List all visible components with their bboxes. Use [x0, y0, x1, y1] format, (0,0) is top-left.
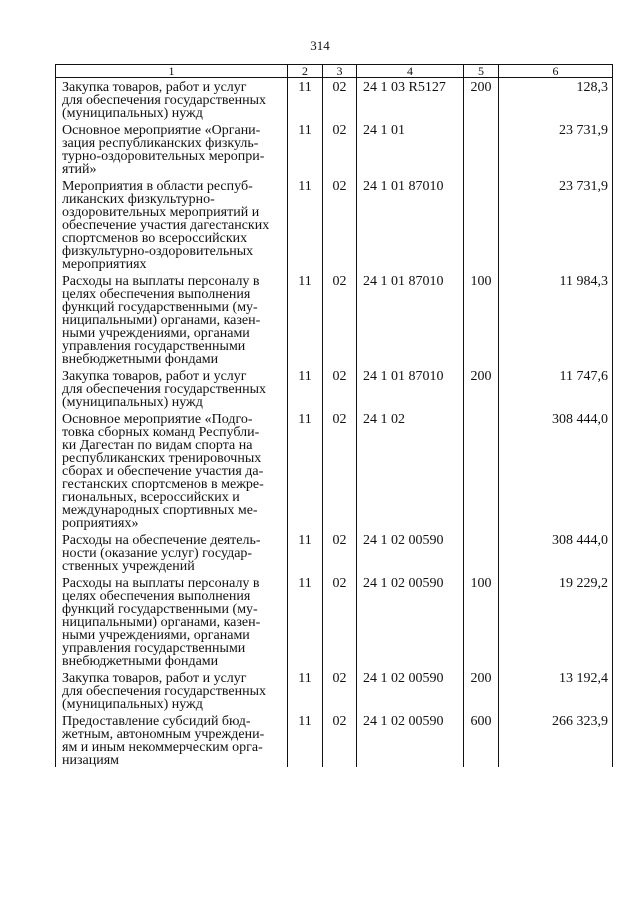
- row-amount: 308 444,0: [499, 530, 613, 573]
- row-name-line: гиональных, всероссийских и: [62, 490, 240, 505]
- row-name-line: Предоставление субсидий бюд-: [62, 714, 251, 729]
- row-section-code: 11: [288, 271, 323, 366]
- row-name-line: ки Дагестан по видам спорта на: [62, 438, 253, 453]
- row-name-line: Закупка товаров, работ и услуг: [62, 671, 247, 686]
- table-row: [56, 573, 613, 668]
- row-name: [56, 668, 288, 711]
- row-section-code: 11: [288, 668, 323, 711]
- budget-table: [55, 64, 613, 767]
- row-subsection-code: 02: [323, 711, 357, 767]
- row-name: [56, 176, 288, 271]
- row-name-line: Расходы на обеспечение деятель-: [62, 533, 261, 548]
- row-subsection-code: 02: [323, 78, 357, 121]
- row-name-line: ниципальными) органами, казен-: [62, 313, 261, 328]
- row-target-article: 24 1 02 00590: [357, 573, 464, 668]
- row-amount: 128,3: [499, 78, 613, 121]
- row-name-line: ными учреждениями, органами: [62, 326, 250, 341]
- header-row: [56, 65, 613, 78]
- row-amount: 13 192,4: [499, 668, 613, 711]
- table-row: [56, 120, 613, 176]
- row-expense-type: 200: [464, 78, 499, 121]
- table-row: [56, 530, 613, 573]
- row-name-line: (муниципальных) нужд: [62, 395, 203, 410]
- row-name-line: обеспечение участия дагестанских: [62, 218, 270, 233]
- row-expense-type: [464, 176, 499, 271]
- page-number: 314: [310, 38, 330, 53]
- row-target-article: 24 1 01 87010: [357, 271, 464, 366]
- row-name-line: внебюджетными фондами: [62, 352, 219, 367]
- row-subsection-code: 02: [323, 530, 357, 573]
- row-name-line: для обеспечения государственных: [62, 382, 266, 397]
- row-name-line: целях обеспечения выполнения: [62, 287, 251, 302]
- row-name-line: Основное мероприятие «Подго-: [62, 412, 253, 427]
- row-name-line: ности (оказание услуг) государ-: [62, 546, 253, 561]
- row-section-code: 11: [288, 78, 323, 121]
- row-section-code: 11: [288, 366, 323, 409]
- row-name-line: международных спортивных ме-: [62, 503, 258, 518]
- row-name-line: зация республиканских физкуль-: [62, 136, 259, 151]
- row-name-line: Закупка товаров, работ и услуг: [62, 80, 247, 95]
- row-expense-type: 100: [464, 573, 499, 668]
- row-expense-type: [464, 120, 499, 176]
- row-amount: 308 444,0: [499, 409, 613, 530]
- row-subsection-code: 02: [323, 668, 357, 711]
- row-section-code: 11: [288, 530, 323, 573]
- column-header: 4: [357, 65, 464, 78]
- row-name-line: ликанских физкультурно-: [62, 192, 215, 207]
- row-amount: 19 229,2: [499, 573, 613, 668]
- row-target-article: 24 1 02 00590: [357, 668, 464, 711]
- row-amount: 23 731,9: [499, 176, 613, 271]
- row-expense-type: 600: [464, 711, 499, 767]
- row-target-article: 24 1 01 87010: [357, 366, 464, 409]
- row-name: [56, 711, 288, 767]
- row-name: [56, 530, 288, 573]
- row-expense-type: 100: [464, 271, 499, 366]
- table-row: [56, 668, 613, 711]
- row-expense-type: 200: [464, 366, 499, 409]
- table-row: [56, 78, 613, 121]
- row-target-article: 24 1 01: [357, 120, 464, 176]
- row-subsection-code: 02: [323, 409, 357, 530]
- row-name-line: управления государственными: [62, 641, 246, 656]
- table-header: [56, 65, 613, 78]
- row-amount: 11 984,3: [499, 271, 613, 366]
- row-expense-type: [464, 530, 499, 573]
- table-row: [56, 711, 613, 767]
- row-name-line: физкультурно-оздоровительных: [62, 244, 254, 259]
- row-amount: 266 323,9: [499, 711, 613, 767]
- row-subsection-code: 02: [323, 573, 357, 668]
- row-subsection-code: 02: [323, 176, 357, 271]
- row-name-line: низациям: [62, 753, 120, 768]
- row-name-line: оздоровительных мероприятий и: [62, 205, 260, 220]
- row-name-line: ниципальными) органами, казен-: [62, 615, 261, 630]
- table-row: [56, 271, 613, 366]
- row-name-line: внебюджетными фондами: [62, 654, 219, 669]
- row-name-line: турно-оздоровительных меропри-: [62, 149, 265, 164]
- row-target-article: 24 1 02 00590: [357, 530, 464, 573]
- row-name-line: роприятиях»: [62, 516, 139, 531]
- row-name-line: мероприятиях: [62, 257, 147, 272]
- row-name-line: Закупка товаров, работ и услуг: [62, 369, 247, 384]
- row-target-article: 24 1 01 87010: [357, 176, 464, 271]
- row-section-code: 11: [288, 573, 323, 668]
- column-header: 5: [464, 65, 499, 78]
- row-name: [56, 78, 288, 121]
- row-section-code: 11: [288, 120, 323, 176]
- row-name-line: ям и иным некоммерческим орга-: [62, 740, 263, 755]
- row-name-line: управления государственными: [62, 339, 246, 354]
- row-name-line: функций государственными (му-: [62, 300, 258, 315]
- row-name-line: (муниципальных) нужд: [62, 106, 203, 121]
- row-name-line: гестанских спортсменов в межре-: [62, 477, 264, 492]
- row-name-line: ятий»: [62, 162, 97, 177]
- row-name: [56, 573, 288, 668]
- row-subsection-code: 02: [323, 366, 357, 409]
- row-name-line: Основное мероприятие «Органи-: [62, 123, 261, 138]
- row-name-line: товка сборных команд Республи-: [62, 425, 260, 440]
- column-header: 1: [56, 65, 288, 78]
- row-amount: 23 731,9: [499, 120, 613, 176]
- row-expense-type: [464, 409, 499, 530]
- row-name-line: республиканских тренировочных: [62, 451, 262, 466]
- table-row: [56, 409, 613, 530]
- row-name-line: сборах и обеспечение участия да-: [62, 464, 264, 479]
- row-target-article: 24 1 03 R5127: [357, 78, 464, 121]
- row-name: [56, 271, 288, 366]
- row-name-line: (муниципальных) нужд: [62, 697, 203, 712]
- column-header: 6: [499, 65, 613, 78]
- column-header: 3: [323, 65, 357, 78]
- row-name-line: функций государственными (му-: [62, 602, 258, 617]
- row-section-code: 11: [288, 409, 323, 530]
- row-name: [56, 366, 288, 409]
- row-target-article: 24 1 02: [357, 409, 464, 530]
- row-amount: 11 747,6: [499, 366, 613, 409]
- row-target-article: 24 1 02 00590: [357, 711, 464, 767]
- row-name: [56, 120, 288, 176]
- row-name-line: спортсменов во всероссийских: [62, 231, 248, 246]
- row-expense-type: 200: [464, 668, 499, 711]
- row-name-line: для обеспечения государственных: [62, 684, 266, 699]
- row-name-line: для обеспечения государственных: [62, 93, 266, 108]
- row-subsection-code: 02: [323, 271, 357, 366]
- table-row: [56, 366, 613, 409]
- row-subsection-code: 02: [323, 120, 357, 176]
- row-name-line: ственных учреждений: [62, 559, 195, 574]
- row-name-line: ными учреждениями, органами: [62, 628, 250, 643]
- row-name-line: жетным, автономным учреждени-: [62, 727, 265, 742]
- row-name: [56, 409, 288, 530]
- row-name-line: Расходы на выплаты персоналу в: [62, 576, 260, 591]
- row-section-code: 11: [288, 711, 323, 767]
- table-body: [56, 78, 613, 768]
- row-section-code: 11: [288, 176, 323, 271]
- row-name-line: Расходы на выплаты персоналу в: [62, 274, 260, 289]
- row-name-line: Мероприятия в области респуб-: [62, 179, 253, 194]
- row-name-line: целях обеспечения выполнения: [62, 589, 251, 604]
- table-row: [56, 176, 613, 271]
- column-header: 2: [288, 65, 323, 78]
